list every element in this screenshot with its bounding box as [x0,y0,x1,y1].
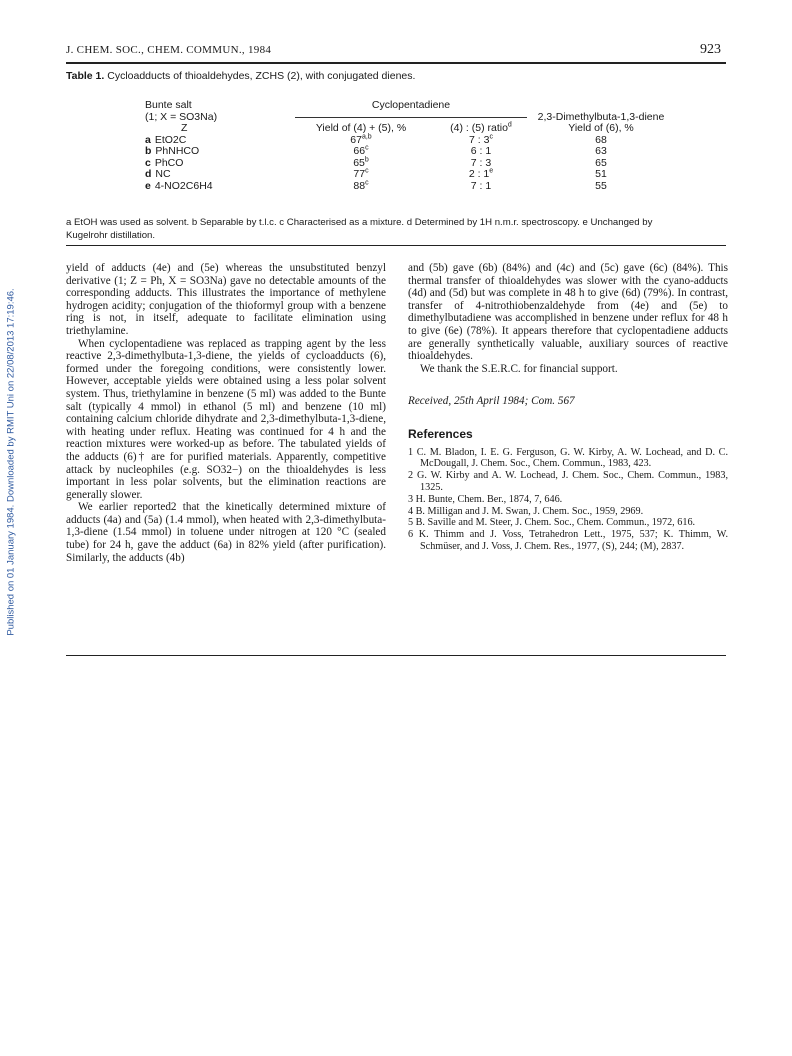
table-row [145,135,671,147]
page-end-rule [66,655,726,656]
reference-item: 5 B. Saville and M. Steer, J. Chem. Soc., Chem. Commun., 1972, 616. [408,517,696,529]
cell-yield45: 65$^b$ [353,156,369,169]
right-column [408,262,728,553]
body-paragraph: When cyclopentadiene was replaced as trapping agent by the less reactive 2,3-dimethylbuta-1,3-diene, the yields of cycloadducts (6), formed under the foregoing conditions, were consistently lower. However, acceptable yields were obtained using a less polar solvent system. Thus, triethylamine in benzene (5 ml) was added to the Bunte salt (typically 4 mmol) in ethanol (5 ml) and benzene (10 ml) containing calcium chloride dihydrate and 2,3-dimethylbuta-1,3-diene, with heating under reflux. Heating was continued for 4 h and the reaction mixtures were worked-up as before. The tabulated yields of the adducts (6)† are for purified materials. Apparently, competitive attack by nucleophiles (e.g. SO32−) on the thioaldehydes is less important in less polar solvents, but the elimination reactions are generally slower. [66,337,386,501]
left-column [66,262,386,564]
reference-item: 3 H. Bunte, Chem. Ber., 1874, 7, 646. [408,493,563,505]
reference-item: 1 C. M. Bladon, I. E. G. Ferguson, G. W. Kirby, A. W. Lochead, and D. C. McDougall, J. Chem. Soc., Chem. Commun., 1983, 423. [408,446,728,470]
cell-yield45: 88$^c$ [353,179,369,192]
table-row [145,181,671,193]
cell-yield6: 51 [595,168,607,180]
header-rule [66,62,726,64]
col-head-dimethylbutadiene: 2,3-Dimethylbuta-1,3-diene [537,110,665,123]
received-line: Received, 25th April 1984; Com. 567 [408,395,575,408]
cell-ratio: 7 : 1 [470,179,492,192]
cell-ratio: 7 : 3$^c$ [469,133,493,146]
table-caption-text: Cycloadducts of thioaldehydes, ZCHS (2), with conjugated dienes. [107,70,416,82]
cell-yield45: 67$^{a,b}$ [350,133,372,146]
reference-item: 6 K. Thimm and J. Voss, Tetrahedron Lett., 1975, 537; K. Thimm, W. Schmüser, and J. Voss, J. Chem. Res., 1977, (S), 244; (M), 2837. [408,529,728,552]
col-head-yield45: Yield of (4) + (5), % [315,122,407,134]
body-paragraph: We earlier reported2 that the kinetically determined mixture of adducts (4a) and (5a) (1.4 mmol), when heated with 2,3-dimethylbuta-1,3-diene (1.54 mmol) in toluene under nitrogen at 120 °C (sealed tube) for 24 h, gave the adduct (6a) in 82% yield (after purification). Similarly, the adducts (4b) [66,501,386,564]
col-head-ratio: (4) : (5) ratio$^d$ [450,121,512,134]
table-body [145,135,671,193]
table-caption [66,70,415,82]
cell-yield45: 66$^c$ [353,144,369,157]
col-head-z: Z [181,122,188,134]
references-list [408,447,728,553]
cell-ratio: 2 : 1e [468,167,494,180]
reference-item: 4 B. Milligan and J. M. Swan, J. Chem. Soc., 1959, 2969. [408,505,644,517]
table-caption-label: Table 1. [66,70,105,82]
footnote-line-2: Kugelrohr distillation. [66,230,156,241]
data-table [145,100,671,192]
cell-yield6: 65 [595,156,607,169]
col-head-cyclopentadiene: Cyclopentadiene [371,99,451,111]
col-head-bunte: Bunte salt [145,99,192,111]
cell-ratio: 6 : 1 [470,145,492,157]
cell-yield6: 68 [595,133,607,146]
cell-z: c PhCO [145,156,184,169]
acknowledgement: We thank the S.E.R.C. for financial support. [420,362,618,375]
cell-yield6: 63 [595,145,607,157]
col-head-yield6: Yield of (6), % [568,122,634,134]
cell-z: e 4-NO2C6H4 [145,179,213,192]
cp-span-rule [295,117,527,118]
table-row [145,158,671,170]
download-watermark: Published on 01 January 1984. Downloaded by RMIT Uni on 22/08/2013 17:19:46. [5,288,17,636]
footnote-line-1: a EtOH was used as solvent. b Separable by t.l.c. c Characterised as a mixture. d Determined by 1H n.m.r. spectroscopy. e Unchanged by [66,217,653,228]
table-row [145,146,671,158]
reference-item: 2 G. W. Kirby and A. W. Lochead, J. Chem. Soc., Chem. Commun., 1983, 1325. [408,470,728,493]
table-row [145,169,671,181]
col-head-bunte-formula: (1; X = SO3Na) [145,110,218,123]
cell-z: b PhNHCO [145,145,200,157]
running-header: J. CHEM. SOC., CHEM. COMMUN., 1984 [66,44,272,56]
body-paragraph: and (5b) gave (6b) (84%) and (4c) and (5c) gave (6c) (84%). This thermal transfer of thioaldehydes was slower with the cyano-adducts (4d) and (5d) but was complete in 48 h to give (6d) (79%). In contrast, transfer of 4-nitrothiobenzaldehyde from (4e) and (5e) to dimethylbutadiene was accomplished in benzene under reflux for 48 h to give (6e) (78%). It appears therefore that cyclopentadiene adducts are generally synthetically valuable, auxiliary sources of reactive thioaldehydes. [408,262,728,363]
table-footnotes [66,216,728,242]
cell-z: d NC [145,168,171,180]
cell-z: a EtO2C [145,133,187,146]
cell-ratio: 7 : 3 [470,156,492,169]
table-end-rule [66,245,726,246]
page-number: 923 [700,42,721,57]
references-heading: References [408,426,473,441]
cell-yield6: 55 [595,179,607,192]
cell-yield45: 77$^c$ [353,167,369,180]
body-paragraph: yield of adducts (4e) and (5e) whereas the unsubstituted benzyl derivative (1; Z = Ph, X = SO3Na) gave no detectable amounts of the corresponding adducts. This illustrates the importance of methylene hydrogen acidity; conjugation of the thioformyl group with a benzene ring is not, in itself, adequate to facilitate elimination using triethylamine. [66,262,386,337]
